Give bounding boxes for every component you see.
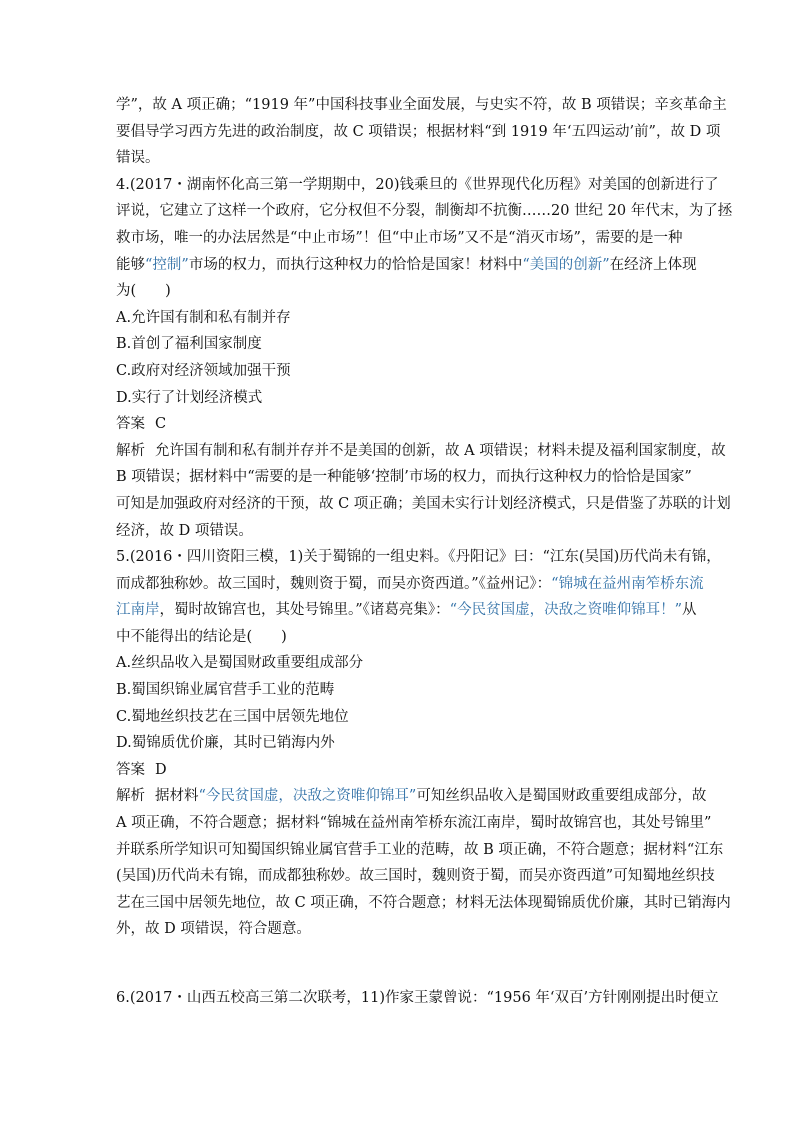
option-b: B.首创了福利国家制度 [116, 336, 262, 353]
option-b: B.蜀国织锦业属官营手工业的范畴 [116, 682, 335, 699]
question-stem-line: 救市场，唯一的办法居然是“中止市场”！但“中止市场”又不是“消灭市场”，需要的是一种 [116, 229, 683, 246]
text-line: 学”，故 A 项正确；“1919 年”中国科技事业全面发展，与史实不符，故 B 项错误；辛亥革命主 [116, 97, 727, 113]
text-line: 错误。 [116, 150, 160, 167]
highlighted-quote: 江南岸 [116, 602, 160, 619]
stem-text: 市场的权力，而执行这种权力的恰恰是国家！材料中 [188, 256, 523, 273]
analysis-label: 解析 [116, 788, 145, 805]
answer-label: 答案 [116, 761, 145, 778]
previous-analysis [116, 92, 727, 172]
stem-text: 而成都独称妙。故三国时，魏则资于蜀，而吴亦资西道。”《益州记》： [116, 575, 552, 592]
option-c: C.蜀地丝织技艺在三国中居领先地位 [116, 708, 349, 725]
option-a: A.丝织品收入是蜀国财政重要组成部分 [116, 655, 364, 672]
highlighted-quote: “锦城在益州南笮桥东流 [551, 575, 704, 592]
analysis-text: 可知丝织品收入是蜀国财政重要组成部分，故 [416, 788, 707, 805]
analysis-line: 可知是加强政府对经济的干预，故 C 项正确；美国未实行计划经济模式，只是借鉴了苏联的计划 [116, 495, 731, 512]
question-stem-line [116, 571, 704, 598]
analysis-line: 并联系所学知识可知蜀国织锦业属官营手工业的范畴，故 B 项正确，不符合题意；据材料“江东 [116, 841, 724, 858]
analysis-line [116, 783, 707, 810]
question-6 [116, 985, 719, 1012]
question-4 [116, 172, 733, 544]
answer-label: 答案 [116, 416, 145, 433]
answer-value: C [155, 416, 167, 433]
option-d: D.实行了计划经济模式 [116, 389, 263, 406]
stem-text: 能够 [116, 256, 145, 273]
highlighted-quote: “美国的创新” [522, 256, 610, 273]
analysis-label: 解析 [116, 442, 145, 459]
question-5 [116, 544, 731, 943]
option-d: D.蜀锦质优价廉，其时已销海内外 [116, 735, 335, 752]
option-a: A.允许国有制和私有制并存 [116, 309, 291, 326]
section-gap [116, 943, 686, 985]
answer-line [116, 757, 686, 784]
question-stem-line: 评说，它建立了这样一个政府，它分权但不分裂，制衡却不抗衡……20 世纪 20 年代末，为了拯 [116, 203, 733, 220]
highlighted-quote: “今民贫国虚，决敌之资唯仰锦耳” [198, 788, 417, 805]
analysis-line: B 项错误；据材料中“需要的是一种能够‘控制’市场的权力，而执行这种权力的恰恰是国家” [116, 469, 692, 486]
question-stem-line: 5.(2016・四川资阳三模，1)关于蜀锦的一组史料。《丹阳记》曰：“江东(吴国)历代尚未有锦， [116, 549, 721, 566]
answer-value: D [155, 761, 167, 778]
stem-text: 从 [682, 602, 697, 619]
analysis-text: 允许国有制和私有制并存并不是美国的创新，故 A 项错误；材料未提及福利国家制度，故 [155, 442, 726, 459]
answer-line [116, 411, 686, 438]
analysis-line [116, 438, 726, 465]
highlighted-quote: “今民贫国虚，决敌之资唯仰锦耳！” [449, 602, 682, 619]
stem-text: 在经济上体现 [609, 256, 697, 273]
text-line: 要倡导学习西方先进的政治制度，故 C 项错误；根据材料“到 1919 年‘五四运动’前”，故 D 项 [116, 123, 721, 140]
question-stem-line [116, 597, 697, 624]
question-stem-line: 6.(2017・山西五校高三第二次联考，11)作家王蒙曾说：“1956 年‘双百’方针刚刚提出时便立 [116, 990, 719, 1006]
question-stem-line: 4.(2017・湖南怀化高三第一学期期中，20)钱乘旦的《世界现代化历程》对美国的创新进行了 [116, 176, 719, 193]
question-stem-line: 中不能得出的结论是( ) [116, 628, 287, 645]
analysis-line: 外，故 D 项错误，符合题意。 [116, 921, 311, 938]
analysis-line: 艺在三国中居领先地位，故 C 项正确，不符合题意；材料无法体现蜀锦质优价廉，其时已销海内 [116, 894, 731, 911]
question-stem-line [116, 252, 697, 279]
analysis-text: 据材料 [155, 788, 199, 805]
option-c: C.政府对经济领域加强干预 [116, 362, 291, 379]
analysis-line: (吴国)历代尚未有锦，而成都独称妙。故三国时，魏则资于蜀，而吴亦资西道”可知蜀地丝织技 [116, 868, 715, 885]
stem-text: ，蜀时故锦宫也，其处号锦里。”《诸葛亮集》： [159, 602, 450, 619]
highlighted-quote: “控制” [145, 256, 189, 273]
analysis-line: A 项正确，不符合题意；据材料“锦城在益州南笮桥东流江南岸，蜀时故锦宫也，其处号锦里” [116, 815, 712, 832]
analysis-line: 经济，故 D 项错误。 [116, 522, 253, 539]
question-stem-line: 为( ) [116, 283, 171, 300]
document-page [116, 92, 733, 1012]
